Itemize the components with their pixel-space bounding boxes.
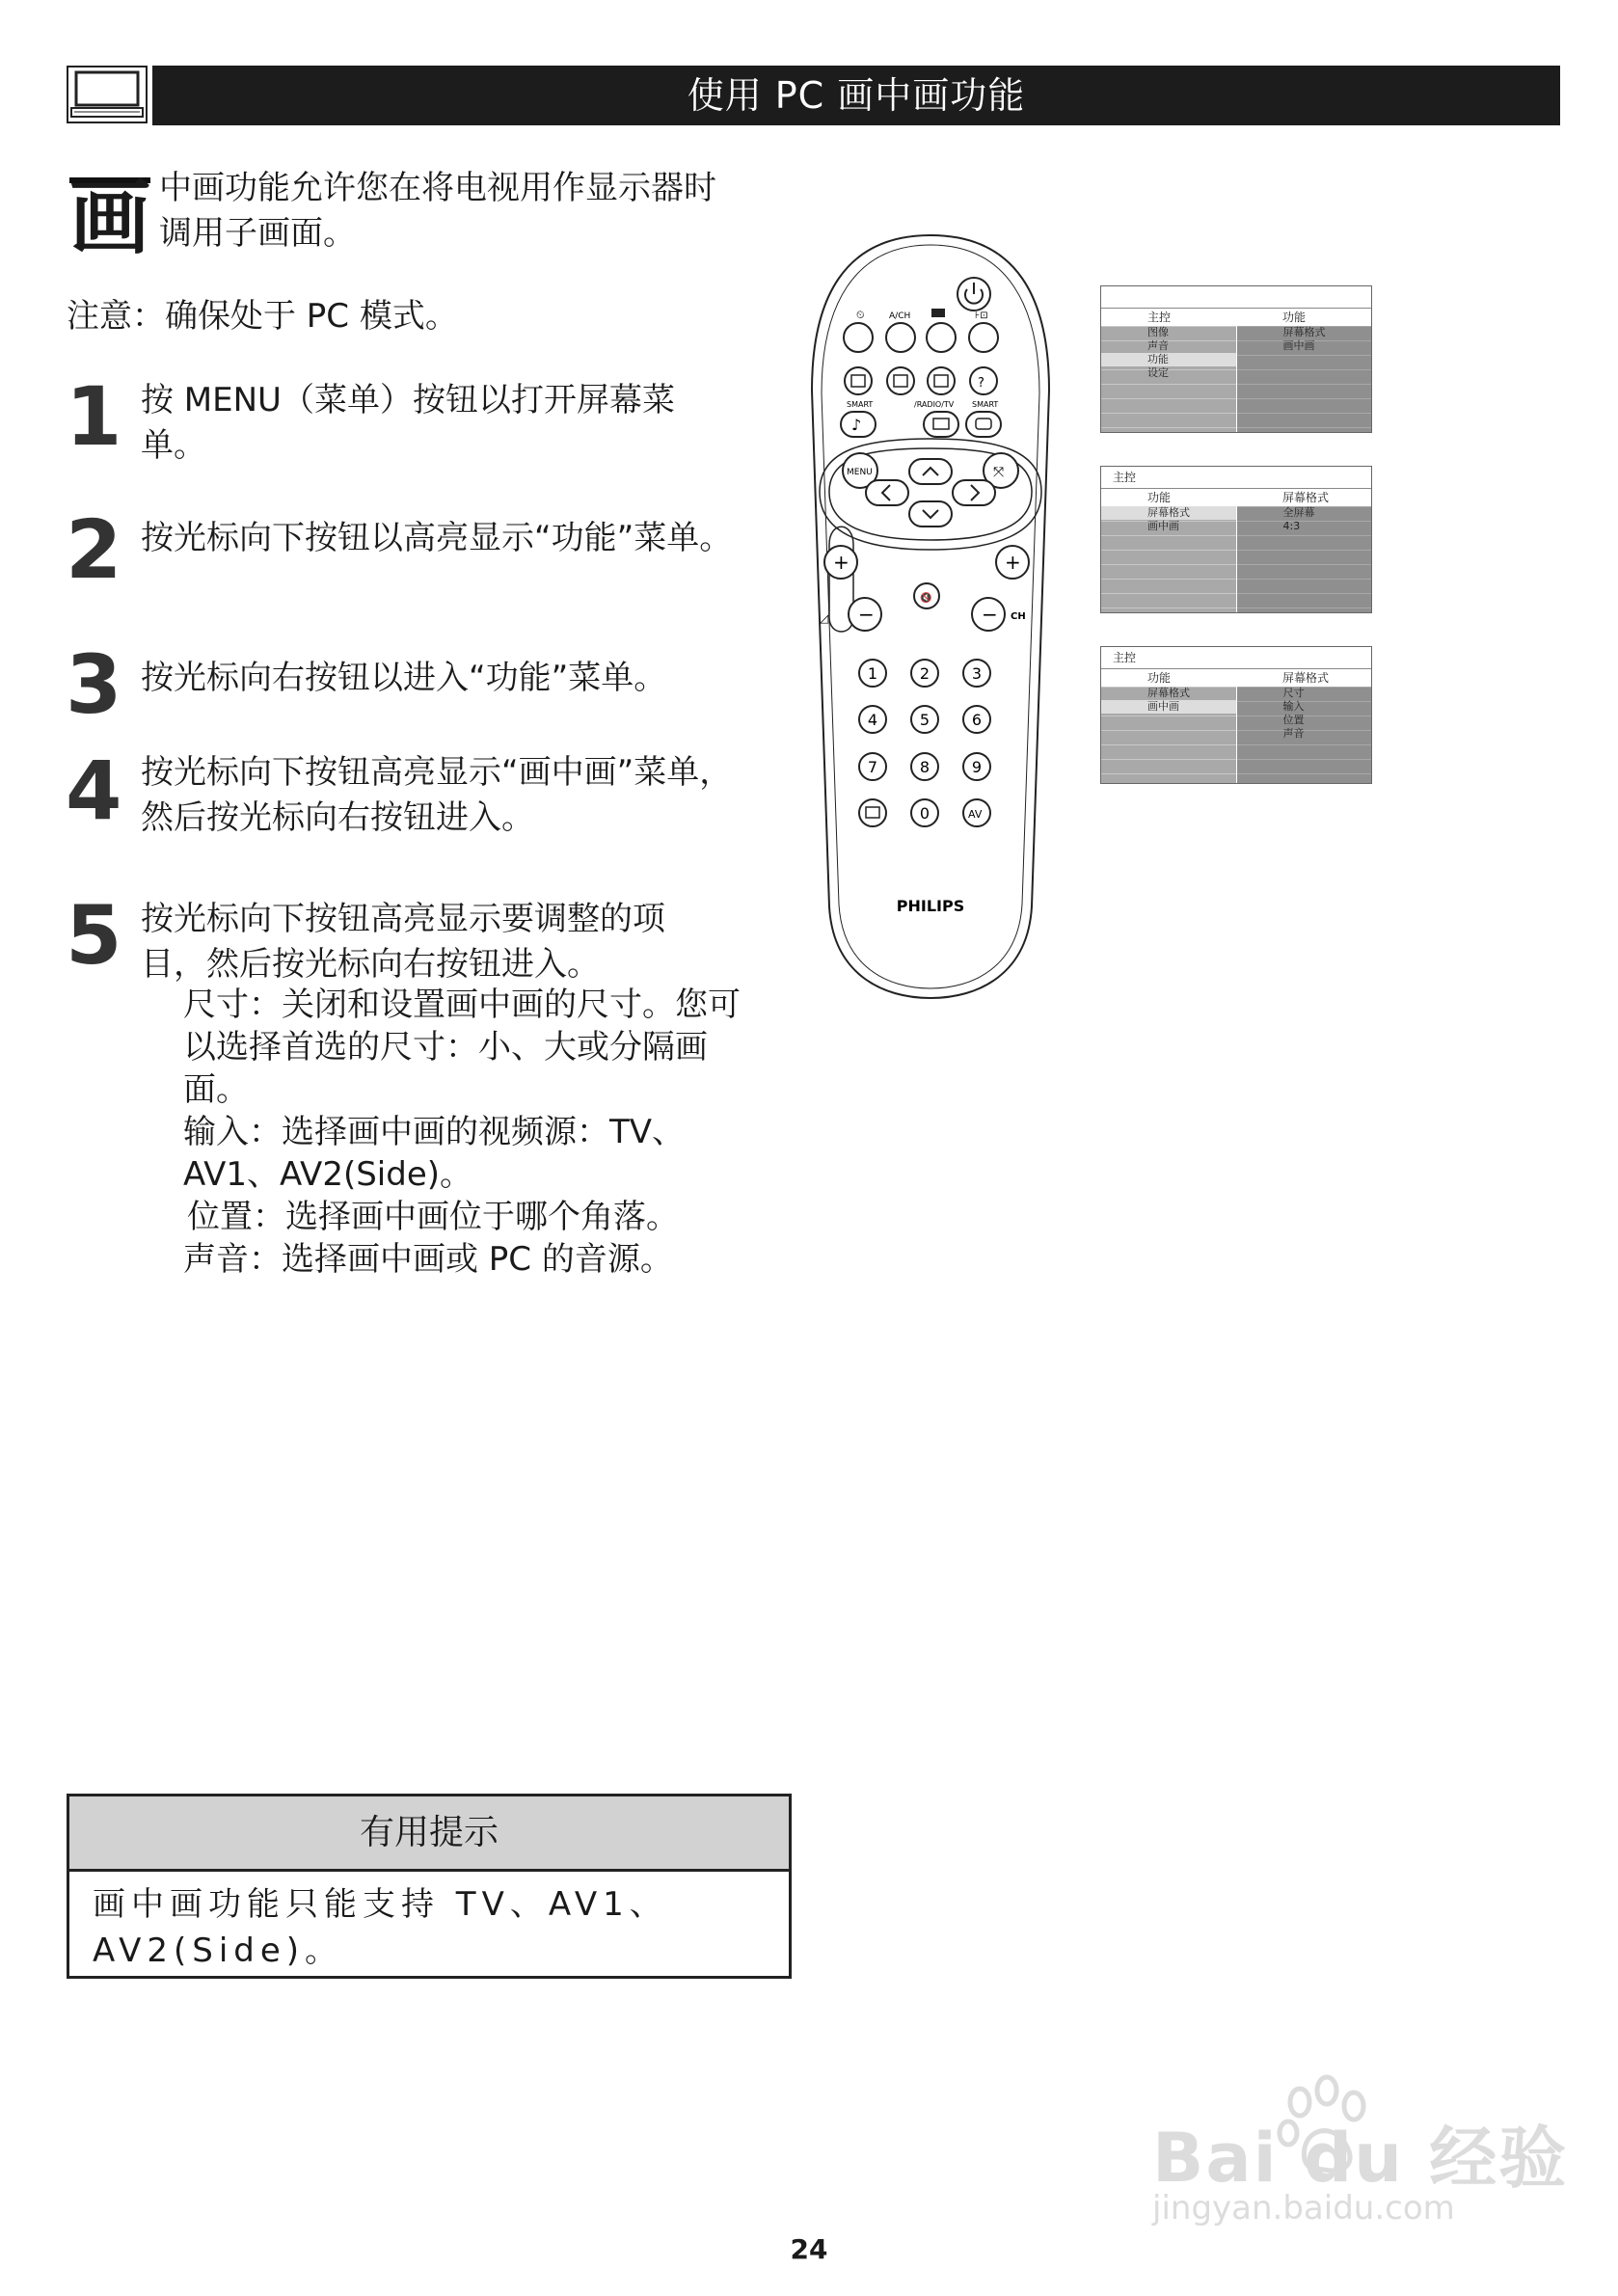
digit-label: 8 [919, 758, 930, 776]
digit-label: 0 [919, 804, 930, 823]
pip-icon: ⊦⊡ [975, 311, 988, 321]
menu-header-left: 主控 [1147, 311, 1172, 324]
cursor-right-button[interactable] [953, 480, 995, 505]
menu-title [1101, 286, 1371, 309]
menu-title: 主控 [1101, 467, 1371, 489]
cursor-up-button[interactable] [909, 459, 952, 484]
menu-item-selected: 功能 [1101, 353, 1236, 366]
menu-title: 主控 [1101, 647, 1371, 669]
step-text: 按光标向右按钮以进入“功能”菜单。 [141, 659, 667, 697]
brand-logo: PHILIPS [896, 897, 965, 915]
digit-label: 2 [919, 664, 930, 683]
page-title: 使用 PC 画中画功能 [152, 66, 1560, 125]
volume-up-button[interactable] [824, 546, 857, 579]
svg-text:−: − [858, 603, 875, 626]
channel-down-button[interactable] [972, 598, 1005, 631]
menu-header-right: 屏幕格式 [1282, 671, 1330, 685]
digit-label: 6 [971, 711, 983, 729]
svg-text:MENU: MENU [847, 468, 873, 477]
format-icon [931, 309, 945, 317]
av-button[interactable] [963, 799, 990, 826]
menu-item-selected: 屏幕格式 [1101, 506, 1236, 520]
menu-header-left: 功能 [1147, 671, 1172, 685]
mute-button[interactable] [914, 583, 939, 608]
step-number: 3 [66, 637, 122, 732]
svg-text:AV: AV [968, 808, 983, 821]
submenu-item: 画中画 [1282, 339, 1315, 352]
submenu-item: 声音 [1282, 727, 1305, 740]
sleep-icon: ⏲ [856, 309, 865, 321]
digit-label: 3 [971, 664, 983, 683]
cursor-down-button[interactable] [909, 501, 952, 527]
step-number: 5 [66, 888, 122, 983]
sub-item-sound: 声音：选择画中画或 PC 的音源。 [183, 1240, 673, 1279]
svg-text:?: ? [978, 376, 984, 391]
submenu-item: 尺寸 [1282, 687, 1305, 699]
smart-label-2: SMART [972, 400, 999, 409]
tip-text: 画中画功能只能支持 TV、AV1、AV2(Side)。 [93, 1885, 668, 1970]
svg-text:−: − [982, 603, 998, 626]
step-text: 按 MENU（菜单）按钮以打开屏幕菜单。 [141, 381, 675, 465]
submenu-item: 输入 [1282, 700, 1305, 713]
cursor-left-button[interactable] [866, 480, 908, 505]
menu-item: 屏幕格式 [1147, 687, 1190, 699]
submenu-item: 全屏幕 [1282, 506, 1315, 519]
digit-label: 4 [867, 711, 878, 729]
smart-label: SMART [847, 400, 874, 409]
ch-label: CH [1011, 611, 1026, 622]
pip-small-button[interactable] [859, 799, 886, 826]
sub-item-position: 位置：选择画中画位于哪个角落。 [187, 1198, 679, 1236]
tip-box [67, 1794, 792, 1979]
sub-item-size: 尺寸：关闭和设置画中画的尺寸。您可以选择首选的尺寸：小、大或分隔画面。 [183, 986, 741, 1109]
menu-item: 图像 [1147, 326, 1169, 338]
step-number: 1 [66, 369, 122, 464]
tip-title: 有用提示 [69, 1796, 789, 1872]
volume-icon: ◿ [820, 611, 829, 625]
digit-label: 7 [867, 758, 878, 776]
watermark-logo: Bai du 经验 [1152, 2119, 1569, 2198]
menu-header [1101, 669, 1371, 687]
step-number: 2 [66, 502, 122, 597]
remote-control [800, 231, 1061, 1007]
step-text: 按光标向下按钮以高亮显示“功能”菜单。 [141, 519, 733, 557]
drop-cap: 画 [69, 170, 151, 265]
radio-tv-label: /RADIO/TV [914, 400, 955, 409]
sub-item-input: 输入：选择画中画的视频源：TV、AV1、AV2(Side)。 [183, 1113, 686, 1194]
note-text: 注意：确保处于 PC 模式。 [67, 297, 458, 336]
svg-text:🔇: 🔇 [920, 593, 932, 604]
osd-menu-feature [1100, 466, 1372, 613]
svg-text:♪: ♪ [851, 416, 862, 434]
svg-text:+: + [833, 551, 849, 574]
step-text: 按光标向下按钮高亮显示要调整的项目，然后按光标向右按钮进入。 [141, 900, 665, 984]
step-number: 4 [66, 743, 122, 838]
digit-label: 5 [919, 711, 930, 729]
menu-header-right: 屏幕格式 [1282, 491, 1330, 504]
osd-menu-main [1100, 285, 1372, 433]
menu-item: 画中画 [1147, 520, 1179, 532]
digit-label: 9 [971, 758, 983, 776]
page-number: 24 [790, 2233, 828, 2265]
osd-menu-pip [1100, 646, 1372, 784]
svg-text:⤧: ⤧ [993, 465, 1005, 480]
submenu-item: 4:3 [1282, 520, 1301, 532]
menu-item-selected: 画中画 [1101, 700, 1236, 714]
ach-label: A/CH [889, 311, 911, 321]
menu-header-left: 功能 [1147, 491, 1172, 504]
menu-header [1101, 309, 1371, 326]
submenu-item: 屏幕格式 [1282, 326, 1326, 338]
watermark-url: jingyan.baidu.com [1152, 2189, 1455, 2228]
volume-down-button[interactable] [849, 598, 881, 631]
monitor-icon [67, 66, 148, 123]
power-button[interactable] [957, 278, 990, 311]
menu-item: 设定 [1147, 366, 1169, 379]
step-text: 按光标向下按钮高亮显示“画中画”菜单，然后按光标向右按钮进入。 [141, 753, 733, 837]
intro-text: 中画功能允许您在将电视用作显示器时调用子画面。 [159, 169, 716, 253]
submenu-item: 位置 [1282, 714, 1305, 726]
channel-up-button[interactable] [996, 546, 1029, 579]
svg-text:+: + [1005, 551, 1021, 574]
menu-item: 声音 [1147, 339, 1169, 352]
menu-header-right: 功能 [1282, 311, 1307, 324]
digit-label: 1 [867, 664, 878, 683]
menu-header [1101, 489, 1371, 506]
